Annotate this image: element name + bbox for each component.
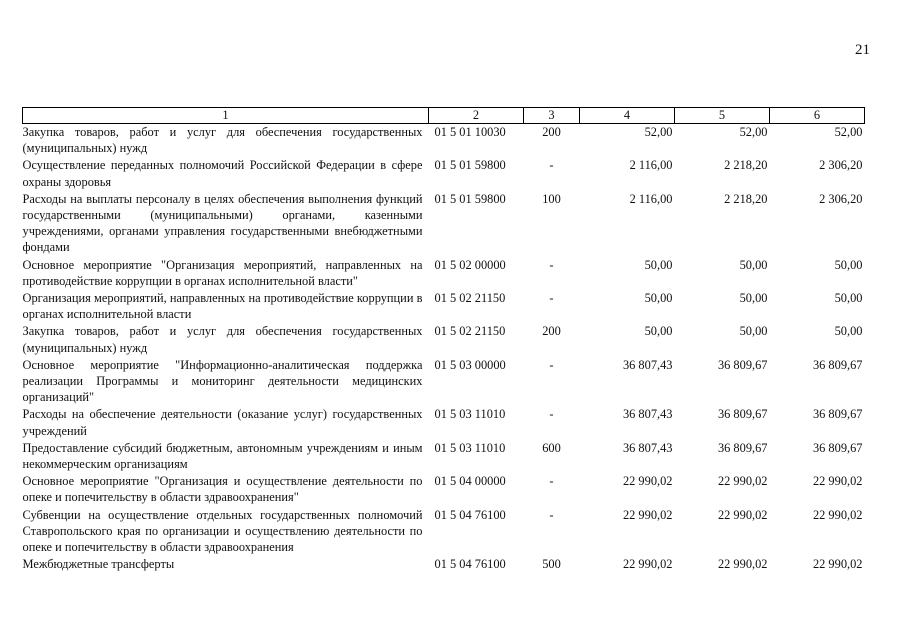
row-value-3: 36 809,67 bbox=[812, 440, 863, 455]
table-row bbox=[23, 507, 865, 557]
row-value-1: 36 807,43 bbox=[622, 357, 673, 372]
row-value-1: 50,00 bbox=[644, 291, 673, 306]
row-code: 01 5 01 10030 bbox=[434, 125, 506, 139]
header-name: 1 bbox=[23, 108, 429, 124]
page-number: 21 bbox=[855, 42, 870, 58]
row-value-1: 52,00 bbox=[644, 125, 673, 139]
row-name: Основное мероприятие "Организация и осуществление деятельности по опеке и попечительству в области здравоохранения" bbox=[22, 474, 423, 505]
row-type: - bbox=[549, 158, 554, 173]
row-value-3: 2 306,20 bbox=[819, 191, 863, 206]
budget-table bbox=[22, 107, 865, 573]
row-name: Субвенции на осуществление отдельных государственных полномочий Ставропольского края по организации и осуществлению деятельности по опеке и попечительству в области здравоохранения bbox=[22, 507, 423, 555]
row-value-3: 50,00 bbox=[834, 257, 863, 272]
row-value-1: 2 116,00 bbox=[629, 158, 673, 173]
row-code: 01 5 04 76100 bbox=[434, 507, 506, 522]
row-value-1: 22 990,02 bbox=[622, 474, 673, 489]
row-value-2: 50,00 bbox=[739, 324, 768, 339]
row-value-2: 22 990,02 bbox=[717, 474, 768, 489]
row-code: 01 5 02 21150 bbox=[434, 291, 506, 306]
table-row bbox=[23, 124, 865, 158]
row-value-3: 50,00 bbox=[834, 291, 863, 306]
table-row bbox=[23, 323, 865, 356]
row-value-2: 52,00 bbox=[739, 125, 768, 139]
table-row bbox=[23, 257, 865, 290]
row-type: 100 bbox=[542, 191, 561, 206]
row-code: 01 5 03 11010 bbox=[434, 440, 506, 455]
row-code: 01 5 02 00000 bbox=[434, 257, 506, 272]
row-value-1: 50,00 bbox=[644, 324, 673, 339]
header-year-1: 4 bbox=[580, 108, 675, 124]
row-type: - bbox=[549, 507, 554, 522]
row-name: Организация мероприятий, направленных на противодействие коррупции в органах исполнительной власти bbox=[22, 291, 423, 322]
row-value-3: 50,00 bbox=[834, 324, 863, 339]
row-code: 01 5 03 00000 bbox=[434, 357, 506, 372]
row-type: - bbox=[549, 257, 554, 272]
table-header-row bbox=[23, 108, 865, 124]
row-value-2: 36 809,67 bbox=[717, 407, 768, 422]
row-code: 01 5 01 59800 bbox=[434, 158, 506, 173]
row-value-3: 36 809,67 bbox=[812, 357, 863, 372]
row-value-3: 36 809,67 bbox=[812, 407, 863, 422]
table-row bbox=[23, 357, 865, 407]
row-type: - bbox=[549, 357, 554, 372]
row-name: Межбюджетные трансферты bbox=[22, 557, 175, 572]
row-name: Основное мероприятие "Информационно-аналитическая поддержка реализации Программы и мониторинг деятельности медицинских организаций" bbox=[22, 357, 423, 405]
row-name: Предоставление субсидий бюджетным, автономным учреждениям и иным некоммерческим организациям bbox=[22, 440, 423, 472]
row-value-2: 22 990,02 bbox=[717, 507, 768, 522]
row-value-1: 22 990,02 bbox=[622, 557, 673, 572]
row-value-1: 22 990,02 bbox=[622, 507, 673, 522]
row-name: Расходы на обеспечение деятельности (оказание услуг) государственных учреждений bbox=[22, 407, 423, 438]
row-name: Расходы на выплаты персоналу в целях обеспечения выполнения функций государственными (муниципальными) органами, казенными учреждениями, органами управления государственными внебюджетными фондами bbox=[22, 191, 423, 255]
row-value-2: 2 218,20 bbox=[724, 191, 768, 206]
row-type: 600 bbox=[542, 440, 561, 455]
table-row bbox=[23, 473, 865, 506]
row-value-1: 36 807,43 bbox=[622, 407, 673, 422]
table-row bbox=[23, 556, 865, 573]
row-value-1: 50,00 bbox=[644, 257, 673, 272]
row-code: 01 5 04 00000 bbox=[434, 474, 506, 489]
header-year-2: 5 bbox=[675, 108, 770, 124]
row-code: 01 5 04 76100 bbox=[434, 557, 506, 572]
row-value-2: 22 990,02 bbox=[717, 557, 768, 572]
row-value-3: 52,00 bbox=[834, 125, 863, 139]
table-row bbox=[23, 157, 865, 190]
row-name: Осуществление переданных полномочий Российской Федерации в сфере охраны здоровья bbox=[22, 158, 423, 189]
row-value-2: 36 809,67 bbox=[717, 440, 768, 455]
row-value-2: 36 809,67 bbox=[717, 357, 768, 372]
row-type: 500 bbox=[542, 557, 561, 572]
row-value-3: 22 990,02 bbox=[812, 507, 863, 522]
row-type: - bbox=[549, 291, 554, 306]
row-value-2: 50,00 bbox=[739, 291, 768, 306]
table-row bbox=[23, 440, 865, 473]
table-row bbox=[23, 406, 865, 439]
row-name: Закупка товаров, работ и услуг для обеспечения государственных (муниципальных) нужд bbox=[22, 324, 423, 355]
header-type: 3 bbox=[524, 108, 580, 124]
row-value-2: 50,00 bbox=[739, 257, 768, 272]
row-value-3: 2 306,20 bbox=[819, 158, 863, 173]
row-type: 200 bbox=[542, 324, 561, 339]
row-value-3: 22 990,02 bbox=[812, 474, 863, 489]
row-value-1: 2 116,00 bbox=[629, 191, 673, 206]
table-row bbox=[23, 290, 865, 323]
table-row bbox=[23, 191, 865, 257]
header-year-3: 6 bbox=[770, 108, 865, 124]
row-name: Закупка товаров, работ и услуг для обеспечения государственных (муниципальных) нужд bbox=[22, 125, 423, 156]
row-name: Основное мероприятие "Организация мероприятий, направленных на противодействие коррупции в органах исполнительной власти" bbox=[22, 257, 423, 288]
row-value-1: 36 807,43 bbox=[622, 440, 673, 455]
row-type: - bbox=[549, 474, 554, 489]
row-type: 200 bbox=[542, 125, 561, 139]
row-type: - bbox=[549, 407, 554, 422]
header-code: 2 bbox=[429, 108, 524, 124]
row-code: 01 5 03 11010 bbox=[434, 407, 506, 422]
row-code: 01 5 01 59800 bbox=[434, 191, 506, 206]
row-code: 01 5 02 21150 bbox=[434, 324, 506, 339]
row-value-2: 2 218,20 bbox=[724, 158, 768, 173]
row-value-3: 22 990,02 bbox=[812, 557, 863, 572]
